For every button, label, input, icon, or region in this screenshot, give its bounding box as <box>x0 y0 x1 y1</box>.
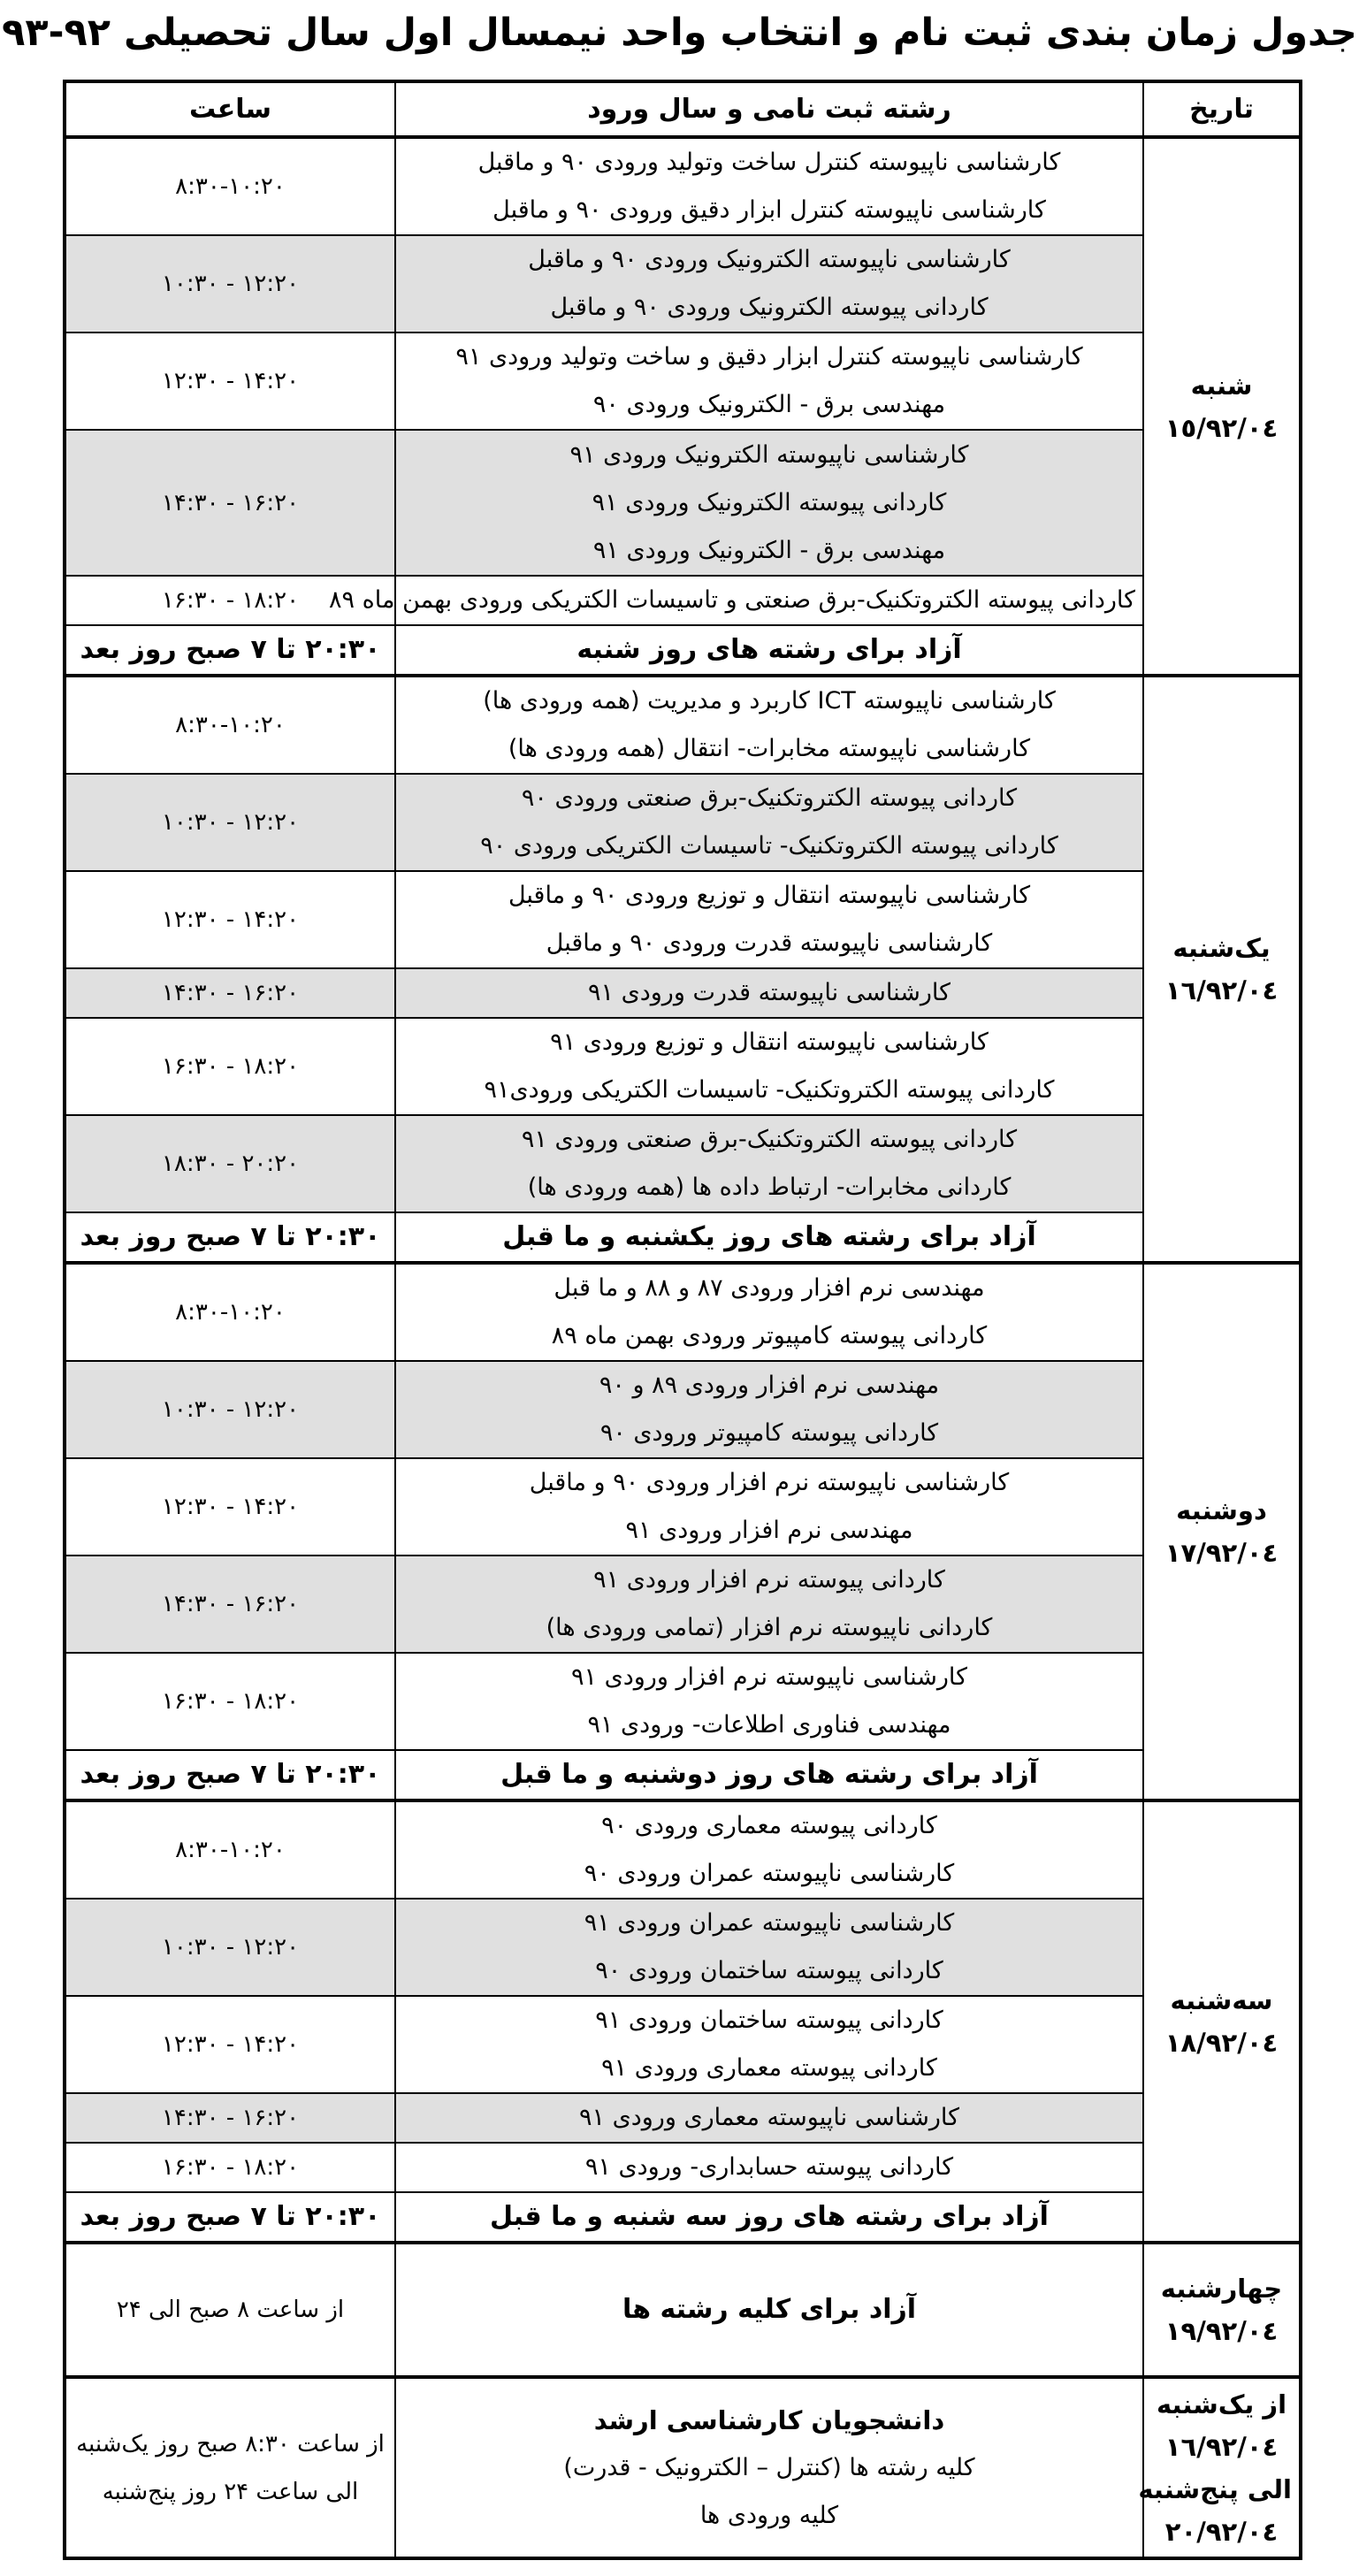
major-line: کاردانی پیوسته الکتروتکنیک- تاسیسات الکتریکی ورودی ۹۰ <box>480 832 1058 860</box>
date-line: الی پنج‌شنبه <box>1138 2473 1292 2504</box>
major-line: کاردانی پیوسته ساختمان ورودی ۹۰ <box>595 1957 943 1984</box>
major-cell <box>395 1556 1143 1653</box>
major-line: کارشناسی ناپیوسته ICT کاربرد و مدیریت (همه ورودی ها) <box>483 687 1056 715</box>
major-cell <box>395 2377 1143 2558</box>
major-line: آزاد برای کلیه رشته ها <box>622 2294 917 2325</box>
time-line: ۸:۳۰-۱۰:۲۰ <box>175 1837 286 1863</box>
day-block <box>65 2377 1301 2558</box>
time-cell <box>65 2093 395 2143</box>
time-cell <box>65 1556 395 1653</box>
major-line: کارشناسی ناپیوسته کنترل ابزار دقیق و ساخت وتولید ورودی ۹۱ <box>455 343 1083 371</box>
major-cell <box>395 137 1143 235</box>
table-row <box>65 2093 1301 2143</box>
time-line: ۱۰:۳۰ - ۱۲:۲۰ <box>161 1396 300 1423</box>
major-cell <box>395 2192 1143 2243</box>
major-line: آزاد برای رشته های روز سه شنبه و ما قبل <box>490 2201 1049 2232</box>
time-cell <box>65 1653 395 1750</box>
major-line: کاردانی پیوسته کامپیوتر ورودی ۹۰ <box>599 1419 939 1447</box>
date-line: ۹۲/۰٤/۲۰ <box>1164 2516 1279 2547</box>
major-line: مهندسی نرم افزار ورودی ۸۷ و ۸۸ و ما قبل <box>554 1274 985 1302</box>
major-cell <box>395 774 1143 871</box>
major-cell <box>395 1800 1143 1899</box>
time-line: ۲۰:۳۰ تا ۷ صبح روز بعد <box>80 634 381 665</box>
time-line: از ساعت ۸:۳۰ صبح روز یک‌شنبه <box>76 2430 385 2458</box>
major-line: کاردانی ناپیوسته نرم افزار (تمامی ورودی ها) <box>546 1614 993 1641</box>
major-line: کاردانی پیوسته ساختمان ورودی ۹۱ <box>595 2007 943 2034</box>
major-cell <box>395 1899 1143 1996</box>
major-line: کارشناسی ناپیوسته نرم افزار ورودی ۹۱ <box>570 1663 968 1691</box>
col-header-time: ساعت <box>65 81 395 137</box>
time-line: ۲۰:۳۰ تا ۷ صبح روز بعد <box>80 2201 381 2232</box>
major-cell <box>395 1263 1143 1361</box>
major-line: کلیه رشته ها (کنترل – الکترونیک - قدرت) <box>563 2453 975 2481</box>
major-line: کارشناسی ناپیوسته قدرت ورودی ۹۰ و ماقبل <box>546 929 993 957</box>
time-line: ۱۰:۳۰ - ۱۲:۲۰ <box>161 1934 300 1961</box>
date-line: ۹۲/۰٤/۱۸ <box>1164 2028 1279 2058</box>
time-cell <box>65 774 395 871</box>
major-line: کاردانی پیوسته الکترونیک ورودی ۹۱ <box>592 488 947 516</box>
table-row <box>65 2192 1301 2243</box>
col-header-date: تاریخ <box>1143 81 1301 137</box>
major-cell <box>395 871 1143 968</box>
time-cell <box>65 430 395 576</box>
major-cell <box>395 1996 1143 2093</box>
major-line: کاردانی پیوسته کامپیوتر ورودی بهمن ماه ۸۹ <box>551 1322 988 1349</box>
table-row <box>65 1263 1301 1361</box>
page-title: جدول زمان بندی ثبت نام و انتخاب واحد نیمسال اول سال تحصیلی ۹۲-۹۳ <box>2 11 1357 55</box>
major-cell <box>395 2093 1143 2143</box>
day-block <box>65 676 1301 1263</box>
major-line: مهندسی نرم افزار ورودی ۹۱ <box>625 1517 913 1544</box>
table-row <box>65 1458 1301 1556</box>
time-line: ۱۴:۳۰ - ۱۶:۲۰ <box>161 1591 300 1617</box>
time-cell <box>65 2243 395 2377</box>
time-line: ۲۰:۳۰ تا ۷ صبح روز بعد <box>80 1221 381 1252</box>
major-line: کاردانی پیوسته معماری ورودی ۹۱ <box>601 2054 937 2082</box>
time-line: ۱۶:۳۰ - ۱۸:۲۰ <box>161 2154 300 2181</box>
time-cell <box>65 871 395 968</box>
major-line: کارشناسی ناپیوسته قدرت ورودی ۹۱ <box>588 979 951 1006</box>
major-cell <box>395 430 1143 576</box>
date-line: از یک‌شنبه <box>1156 2389 1287 2419</box>
time-cell <box>65 1263 395 1361</box>
major-line: کاردانی پیوسته الکتروتکنیک-برق صنعتی و تاسیسات الکتریکی ورودی بهمن ماه ۸۹ <box>329 586 1135 614</box>
time-cell <box>65 2192 395 2243</box>
date-line: دوشنبه <box>1176 1495 1267 1525</box>
time-line: ۸:۳۰-۱۰:۲۰ <box>175 173 286 200</box>
major-line: مهندسی برق - الکترونیک ورودی ۹۱ <box>592 536 946 564</box>
date-cell <box>1143 676 1301 1263</box>
time-cell <box>65 968 395 1018</box>
time-line: ۱۲:۳۰ - ۱۴:۲۰ <box>161 2031 300 2058</box>
day-block <box>65 1800 1301 2243</box>
date-line: ۹۲/۰٤/۱٦ <box>1164 975 1279 1005</box>
major-line: کاردانی پیوسته معماری ورودی ۹۰ <box>601 1812 937 1839</box>
day-block <box>65 2243 1301 2377</box>
major-line: مهندسی نرم افزار ورودی ۸۹ و ۹۰ <box>599 1372 940 1399</box>
table-row <box>65 1899 1301 1996</box>
time-cell <box>65 1750 395 1800</box>
major-line: کاردانی پیوسته حسابداری- ورودی ۹۱ <box>584 2153 954 2181</box>
major-cell <box>395 333 1143 430</box>
major-line: کارشناسی ناپیوسته کنترل ابزار دقیق ورودی ۹۰ و ماقبل <box>492 196 1046 224</box>
major-line: دانشجویان کارشناسی ارشد <box>593 2404 945 2435</box>
time-cell <box>65 1361 395 1458</box>
table-row <box>65 333 1301 430</box>
major-line: کارشناسی ناپیوسته معماری ورودی ۹۱ <box>579 2104 959 2131</box>
date-line: ۹۲/۰٤/۱۹ <box>1164 2316 1279 2346</box>
major-cell <box>395 1458 1143 1556</box>
major-cell <box>395 676 1143 774</box>
major-cell <box>395 2143 1143 2192</box>
table-row <box>65 676 1301 774</box>
time-cell <box>65 333 395 430</box>
time-line: از ساعت ۸ صبح الی ۲۴ <box>116 2297 345 2323</box>
major-cell <box>395 968 1143 1018</box>
time-cell <box>65 676 395 774</box>
table-row <box>65 576 1301 625</box>
major-line: آزاد برای رشته های روز دوشنبه و ما قبل <box>500 1759 1038 1790</box>
major-line: کاردانی پیوسته الکتروتکنیک- تاسیسات الکتریکی ورودی۹۱ <box>484 1076 1055 1104</box>
time-cell <box>65 1115 395 1212</box>
time-line: ۱۲:۳۰ - ۱۴:۲۰ <box>161 1494 300 1520</box>
time-cell <box>65 1212 395 1263</box>
time-line: ۱۲:۳۰ - ۱۴:۲۰ <box>161 368 300 394</box>
major-line: کاردانی پیوسته الکتروتکنیک-برق صنعتی ورودی ۹۱ <box>521 1126 1018 1153</box>
table-row <box>65 1361 1301 1458</box>
header-row <box>65 81 1301 137</box>
table-row <box>65 1212 1301 1263</box>
date-line: سه‌شنبه <box>1170 1985 1273 2015</box>
schedule-table <box>63 80 1302 2560</box>
time-line: الی ساعت ۲۴ روز پنج‌شنبه <box>102 2478 359 2505</box>
major-line: کارشناسی ناپیوسته کنترل ساخت وتولید ورودی ۹۰ و ماقبل <box>477 149 1061 176</box>
date-line: چهارشنبه <box>1160 2274 1283 2304</box>
time-line: ۱۴:۳۰ - ۱۶:۲۰ <box>161 980 300 1006</box>
table-row <box>65 871 1301 968</box>
time-cell <box>65 2143 395 2192</box>
major-cell <box>395 1115 1143 1212</box>
table-row <box>65 137 1301 235</box>
table-row <box>65 430 1301 576</box>
time-line: ۱۲:۳۰ - ۱۴:۲۰ <box>161 906 300 933</box>
major-line: کلیه ورودی ها <box>699 2501 839 2529</box>
time-line: ۱۴:۳۰ - ۱۶:۲۰ <box>161 489 300 516</box>
time-line: ۱۰:۳۰ - ۱۲:۲۰ <box>161 809 300 836</box>
time-line: ۱۶:۳۰ - ۱۸:۲۰ <box>161 587 300 614</box>
table-row <box>65 2243 1301 2377</box>
time-cell <box>65 1018 395 1115</box>
major-line: کارشناسی ناپیوسته انتقال و توزیع ورودی ۹۱ <box>550 1028 989 1056</box>
major-cell <box>395 1653 1143 1750</box>
major-line: کاردانی پیوسته الکتروتکنیک-برق صنعتی ورودی ۹۰ <box>521 784 1018 812</box>
table-row <box>65 625 1301 676</box>
major-line: آزاد برای رشته های روز یکشنبه و ما قبل <box>502 1221 1036 1252</box>
major-line: مهندسی برق - الکترونیک ورودی ۹۰ <box>592 391 946 418</box>
time-cell <box>65 2377 395 2558</box>
major-cell <box>395 1212 1143 1263</box>
time-cell <box>65 1800 395 1899</box>
time-cell <box>65 1899 395 1996</box>
date-cell <box>1138 2377 1301 2558</box>
major-line: کارشناسی ناپیوسته الکترونیک ورودی ۹۰ و ماقبل <box>528 246 1011 273</box>
table-row <box>65 1750 1301 1800</box>
major-cell <box>395 1750 1143 1800</box>
time-cell <box>65 235 395 333</box>
date-line: ۹۲/۰٤/۱٦ <box>1164 2431 1279 2462</box>
major-line: کارشناسی ناپیوسته عمران ورودی ۹۰ <box>584 1860 955 1887</box>
date-cell <box>1143 2243 1301 2377</box>
table-row <box>65 1018 1301 1115</box>
table-row <box>65 968 1301 1018</box>
major-cell <box>395 1361 1143 1458</box>
table-row <box>65 1653 1301 1750</box>
table-row <box>65 2377 1301 2558</box>
major-cell <box>395 1018 1143 1115</box>
major-cell <box>329 576 1143 625</box>
table-row <box>65 2143 1301 2192</box>
major-line: کارشناسی ناپیوسته انتقال و توزیع ورودی ۹۰ و ماقبل <box>508 882 1031 909</box>
time-line: ۲۰:۳۰ تا ۷ صبح روز بعد <box>80 1759 381 1790</box>
major-line: کارشناسی ناپیوسته عمران ورودی ۹۱ <box>584 1909 955 1937</box>
day-block <box>65 137 1301 676</box>
table-row <box>65 1800 1301 1899</box>
date-cell <box>1143 1800 1301 2243</box>
col-header-major: رشته ثبت نامی و سال ورود <box>395 81 1143 137</box>
time-line: ۸:۳۰-۱۰:۲۰ <box>175 1299 286 1326</box>
major-line: آزاد برای رشته های روز شنبه <box>576 634 962 665</box>
date-line: شنبه <box>1190 370 1253 401</box>
date-line: یک‌شنبه <box>1172 933 1271 963</box>
table-row <box>65 1996 1301 2093</box>
major-line: کاردانی پیوسته نرم افزار ورودی ۹۱ <box>593 1566 945 1594</box>
table-row <box>65 1556 1301 1653</box>
time-cell <box>65 1996 395 2093</box>
major-line: کارشناسی ناپیوسته الکترونیک ورودی ۹۱ <box>569 440 969 469</box>
time-line: ۱۴:۳۰ - ۱۶:۲۰ <box>161 2105 300 2131</box>
table-header <box>65 81 1301 137</box>
date-line: ۹۲/۰٤/۱٥ <box>1164 412 1279 443</box>
major-line: کارشناسی ناپیوسته نرم افزار ورودی ۹۰ و ماقبل <box>529 1469 1010 1496</box>
day-block <box>65 1263 1301 1800</box>
table-row <box>65 1115 1301 1212</box>
major-line: کاردانی مخابرات- ارتباط داده ها (همه ورودی ها) <box>527 1173 1012 1201</box>
time-line: ۱۸:۳۰ - ۲۰:۲۰ <box>161 1150 300 1177</box>
table-row <box>65 774 1301 871</box>
time-line: ۱۰:۳۰ - ۱۲:۲۰ <box>161 271 300 297</box>
date-cell <box>1143 137 1301 676</box>
major-cell <box>395 625 1143 676</box>
time-line: ۱۶:۳۰ - ۱۸:۲۰ <box>161 1053 300 1080</box>
major-line: کاردانی پیوسته الکترونیک ورودی ۹۰ و ماقبل <box>550 294 989 321</box>
date-line: ۹۲/۰٤/۱۷ <box>1164 1538 1279 1568</box>
major-line: کارشناسی ناپیوسته مخابرات- انتقال (همه ورودی ها) <box>508 735 1031 762</box>
table-row <box>65 235 1301 333</box>
major-cell <box>395 2243 1143 2377</box>
time-cell <box>65 1458 395 1556</box>
time-cell <box>65 137 395 235</box>
major-cell <box>395 235 1143 333</box>
time-line: ۸:۳۰-۱۰:۲۰ <box>175 712 286 738</box>
date-cell <box>1143 1263 1301 1800</box>
time-line: ۱۶:۳۰ - ۱۸:۲۰ <box>161 1688 300 1715</box>
major-line: مهندسی فناوری اطلاعات- ورودی ۹۱ <box>587 1711 951 1739</box>
time-cell <box>65 625 395 676</box>
